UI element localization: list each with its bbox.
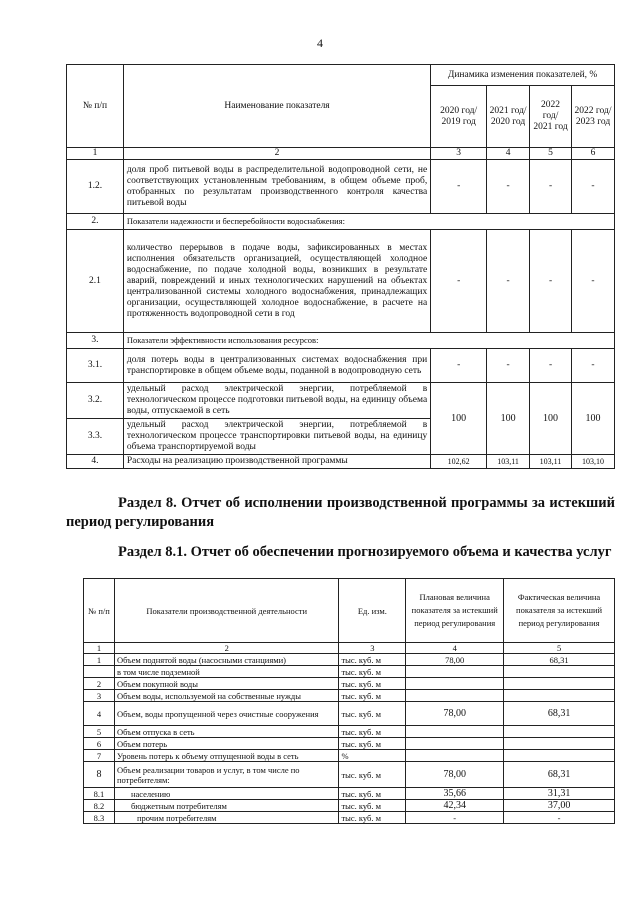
fact-value: - bbox=[504, 812, 615, 824]
col-dynamics-header: Динамика изменения показателей, % bbox=[431, 65, 615, 86]
col-num-header: № п/п bbox=[67, 65, 124, 148]
plan-value bbox=[406, 738, 504, 750]
value-cell: 100 bbox=[530, 383, 572, 455]
row-unit: тыс. куб. м bbox=[339, 702, 406, 726]
fact-value bbox=[504, 726, 615, 738]
table-row bbox=[84, 726, 615, 738]
row-num: 3. bbox=[67, 333, 124, 349]
table-row bbox=[67, 230, 615, 333]
table-row bbox=[84, 738, 615, 750]
production-report-table bbox=[83, 578, 615, 824]
fact-value bbox=[504, 678, 615, 690]
row-name: Объем поднятой воды (насосными станциями) bbox=[114, 654, 339, 666]
year-header: 2020 год/ 2019 год bbox=[431, 86, 487, 148]
plan-value: 35,66 bbox=[406, 788, 504, 800]
table-header-row bbox=[84, 579, 615, 643]
row-num: 5 bbox=[84, 726, 115, 738]
plan-value: - bbox=[406, 812, 504, 824]
index-row bbox=[67, 148, 615, 160]
plan-value bbox=[406, 678, 504, 690]
table-row bbox=[67, 383, 615, 419]
table-row bbox=[84, 812, 615, 824]
row-name: Объем, воды пропущенной через очистные сооружения bbox=[114, 702, 339, 726]
row-num: 7 bbox=[84, 750, 115, 762]
fact-value: 68,31 bbox=[504, 762, 615, 788]
index-cell: 2 bbox=[114, 643, 339, 654]
value-cell: - bbox=[530, 230, 572, 333]
row-name: Объем покупной воды bbox=[114, 678, 339, 690]
plan-value: 42,34 bbox=[406, 800, 504, 812]
index-cell: 5 bbox=[530, 148, 572, 160]
value-cell: - bbox=[431, 349, 487, 383]
value-cell: - bbox=[431, 160, 487, 214]
index-cell: 1 bbox=[84, 643, 115, 654]
col-num-header: № п/п bbox=[84, 579, 115, 643]
row-num: 2. bbox=[67, 214, 124, 230]
value-cell: 100 bbox=[572, 383, 615, 455]
row-unit: % bbox=[339, 750, 406, 762]
index-cell: 3 bbox=[339, 643, 406, 654]
value-cell: 103,11 bbox=[530, 455, 572, 469]
col-name-header: Наименование показателя bbox=[123, 65, 430, 148]
row-num: 3.3. bbox=[67, 419, 124, 455]
row-name: Расходы на реализацию производственной программы bbox=[123, 455, 430, 469]
value-cell: 100 bbox=[487, 383, 530, 455]
value-cell: - bbox=[530, 160, 572, 214]
row-unit: тыс. куб. м bbox=[339, 654, 406, 666]
row-num: 8 bbox=[84, 762, 115, 788]
row-unit: тыс. куб. м bbox=[339, 812, 406, 824]
row-name: доля проб питьевой воды в распределительной водопроводной сети, не соответствующих установленным требованиям, в общем объеме проб, отобранных по результатам производственного контроля качества питьевой воды bbox=[123, 160, 430, 214]
table-row bbox=[84, 800, 615, 812]
value-cell: - bbox=[572, 349, 615, 383]
col-plan-header: Плановая величина показателя за истекший период регулирования bbox=[406, 579, 504, 643]
col-unit-header: Ед. изм. bbox=[339, 579, 406, 643]
value-cell: - bbox=[431, 230, 487, 333]
row-num: 4. bbox=[67, 455, 124, 469]
fact-value: 37,00 bbox=[504, 800, 615, 812]
row-name: населению bbox=[114, 788, 339, 800]
table-header-row bbox=[67, 65, 615, 86]
fact-value bbox=[504, 666, 615, 678]
index-cell: 1 bbox=[67, 148, 124, 160]
plan-value bbox=[406, 726, 504, 738]
fact-value: 68,31 bbox=[504, 654, 615, 666]
row-unit: тыс. куб. м bbox=[339, 666, 406, 678]
row-num: 3.1. bbox=[67, 349, 124, 383]
row-name: Объем реализации товаров и услуг, в том числе по потребителям: bbox=[114, 762, 339, 788]
row-num: 4 bbox=[84, 702, 115, 726]
index-cell: 2 bbox=[123, 148, 430, 160]
value-cell: - bbox=[487, 160, 530, 214]
value-cell: - bbox=[572, 230, 615, 333]
index-cell: 4 bbox=[406, 643, 504, 654]
row-name: Объем отпуска в сеть bbox=[114, 726, 339, 738]
col-fact-header: Фактическая величина показателя за истекший период регулирования bbox=[504, 579, 615, 643]
row-unit: тыс. куб. м bbox=[339, 788, 406, 800]
index-row bbox=[84, 643, 615, 654]
plan-value bbox=[406, 690, 504, 702]
value-cell: - bbox=[487, 349, 530, 383]
value-cell: - bbox=[572, 160, 615, 214]
row-name: удельный расход электрической энергии, потребляемой в технологическом процессе транспортировки питьевой воды, на единицу объема транспортируемой воды bbox=[123, 419, 430, 455]
table-row bbox=[84, 702, 615, 726]
row-name: в том числе подземной bbox=[114, 666, 339, 678]
section-8-heading: Раздел 8. Отчет об исполнении производственной программы за истекший период регулирования bbox=[66, 495, 615, 530]
value-cell: 102,62 bbox=[431, 455, 487, 469]
row-num: 6 bbox=[84, 738, 115, 750]
section-row bbox=[67, 333, 615, 349]
table-row bbox=[84, 750, 615, 762]
fact-value: 68,31 bbox=[504, 702, 615, 726]
indicators-dynamics-table bbox=[66, 64, 615, 469]
row-unit: тыс. куб. м bbox=[339, 690, 406, 702]
page-number: 4 bbox=[317, 36, 323, 50]
plan-value: 78,00 bbox=[406, 654, 504, 666]
section-row bbox=[67, 214, 615, 230]
value-cell: - bbox=[487, 230, 530, 333]
row-name: Объем потерь bbox=[114, 738, 339, 750]
year-header: 2022 год/ 2023 год bbox=[572, 86, 615, 148]
table-row bbox=[84, 762, 615, 788]
row-unit: тыс. куб. м bbox=[339, 678, 406, 690]
row-unit: тыс. куб. м bbox=[339, 800, 406, 812]
row-name: Объем воды, используемой на собственные нужды bbox=[114, 690, 339, 702]
row-unit: тыс. куб. м bbox=[339, 738, 406, 750]
row-num: 8.3 bbox=[84, 812, 115, 824]
table-row bbox=[84, 678, 615, 690]
plan-value: 78,00 bbox=[406, 702, 504, 726]
table-row bbox=[84, 788, 615, 800]
row-name: Уровень потерь к объему отпущенной воды в сеть bbox=[114, 750, 339, 762]
row-name: количество перерывов в подаче воды, зафиксированных в местах исполнения обязательств организацией, осуществляющей холодное водоснабжение, по подаче холодной воды, возникших в результате аварий, повреждений и иных технологических нарушений на объектах централизованной системы холодного водоснабжения, принадлежащих организации, осуществляющей холодное водоснабжение, в расчете на протяженность водопроводной сети в год bbox=[123, 230, 430, 333]
value-cell: 100 bbox=[431, 383, 487, 455]
index-cell: 5 bbox=[504, 643, 615, 654]
plan-value: 78,00 bbox=[406, 762, 504, 788]
row-num: 8.2 bbox=[84, 800, 115, 812]
table-row bbox=[67, 349, 615, 383]
fact-value: 31,31 bbox=[504, 788, 615, 800]
row-unit: тыс. куб. м bbox=[339, 762, 406, 788]
row-num: 2.1 bbox=[67, 230, 124, 333]
year-header: 2022 год/ 2021 год bbox=[530, 86, 572, 148]
row-num: 1 bbox=[84, 654, 115, 666]
index-cell: 4 bbox=[487, 148, 530, 160]
table-row bbox=[67, 160, 615, 214]
fact-value bbox=[504, 690, 615, 702]
row-num: 3 bbox=[84, 690, 115, 702]
row-name: прочим потребителям bbox=[114, 812, 339, 824]
value-cell: 103,10 bbox=[572, 455, 615, 469]
plan-value bbox=[406, 666, 504, 678]
table-row bbox=[84, 666, 615, 678]
section-8-1-heading: Раздел 8.1. Отчет об обеспечении прогнозируемого объема и качества услуг bbox=[118, 544, 612, 560]
row-num: 1.2. bbox=[67, 160, 124, 214]
row-num bbox=[84, 666, 115, 678]
col-name-header: Показатели производственной деятельности bbox=[114, 579, 339, 643]
row-num: 2 bbox=[84, 678, 115, 690]
value-cell: - bbox=[530, 349, 572, 383]
table-row bbox=[84, 690, 615, 702]
row-name: доля потерь воды в централизованных системах водоснабжения при транспортировке в общем объеме воды, поданной в водопроводную сеть bbox=[123, 349, 430, 383]
row-num: 3.2. bbox=[67, 383, 124, 419]
plan-value bbox=[406, 750, 504, 762]
row-num: 8.1 bbox=[84, 788, 115, 800]
row-name: бюджетным потребителям bbox=[114, 800, 339, 812]
table-row bbox=[84, 654, 615, 666]
table-row bbox=[67, 455, 615, 469]
index-cell: 3 bbox=[431, 148, 487, 160]
value-cell: 103,11 bbox=[487, 455, 530, 469]
fact-value bbox=[504, 750, 615, 762]
row-name: удельный расход электрической энергии, потребляемой в технологическом процессе подготовки питьевой воды, на единицу объема воды, отпускаемой в сеть bbox=[123, 383, 430, 419]
row-name: Показатели эффективности использования ресурсов: bbox=[123, 333, 614, 349]
row-name: Показатели надежности и бесперебойности водоснабжения: bbox=[123, 214, 614, 230]
year-header: 2021 год/ 2020 год bbox=[487, 86, 530, 148]
index-cell: 6 bbox=[572, 148, 615, 160]
row-unit: тыс. куб. м bbox=[339, 726, 406, 738]
fact-value bbox=[504, 738, 615, 750]
